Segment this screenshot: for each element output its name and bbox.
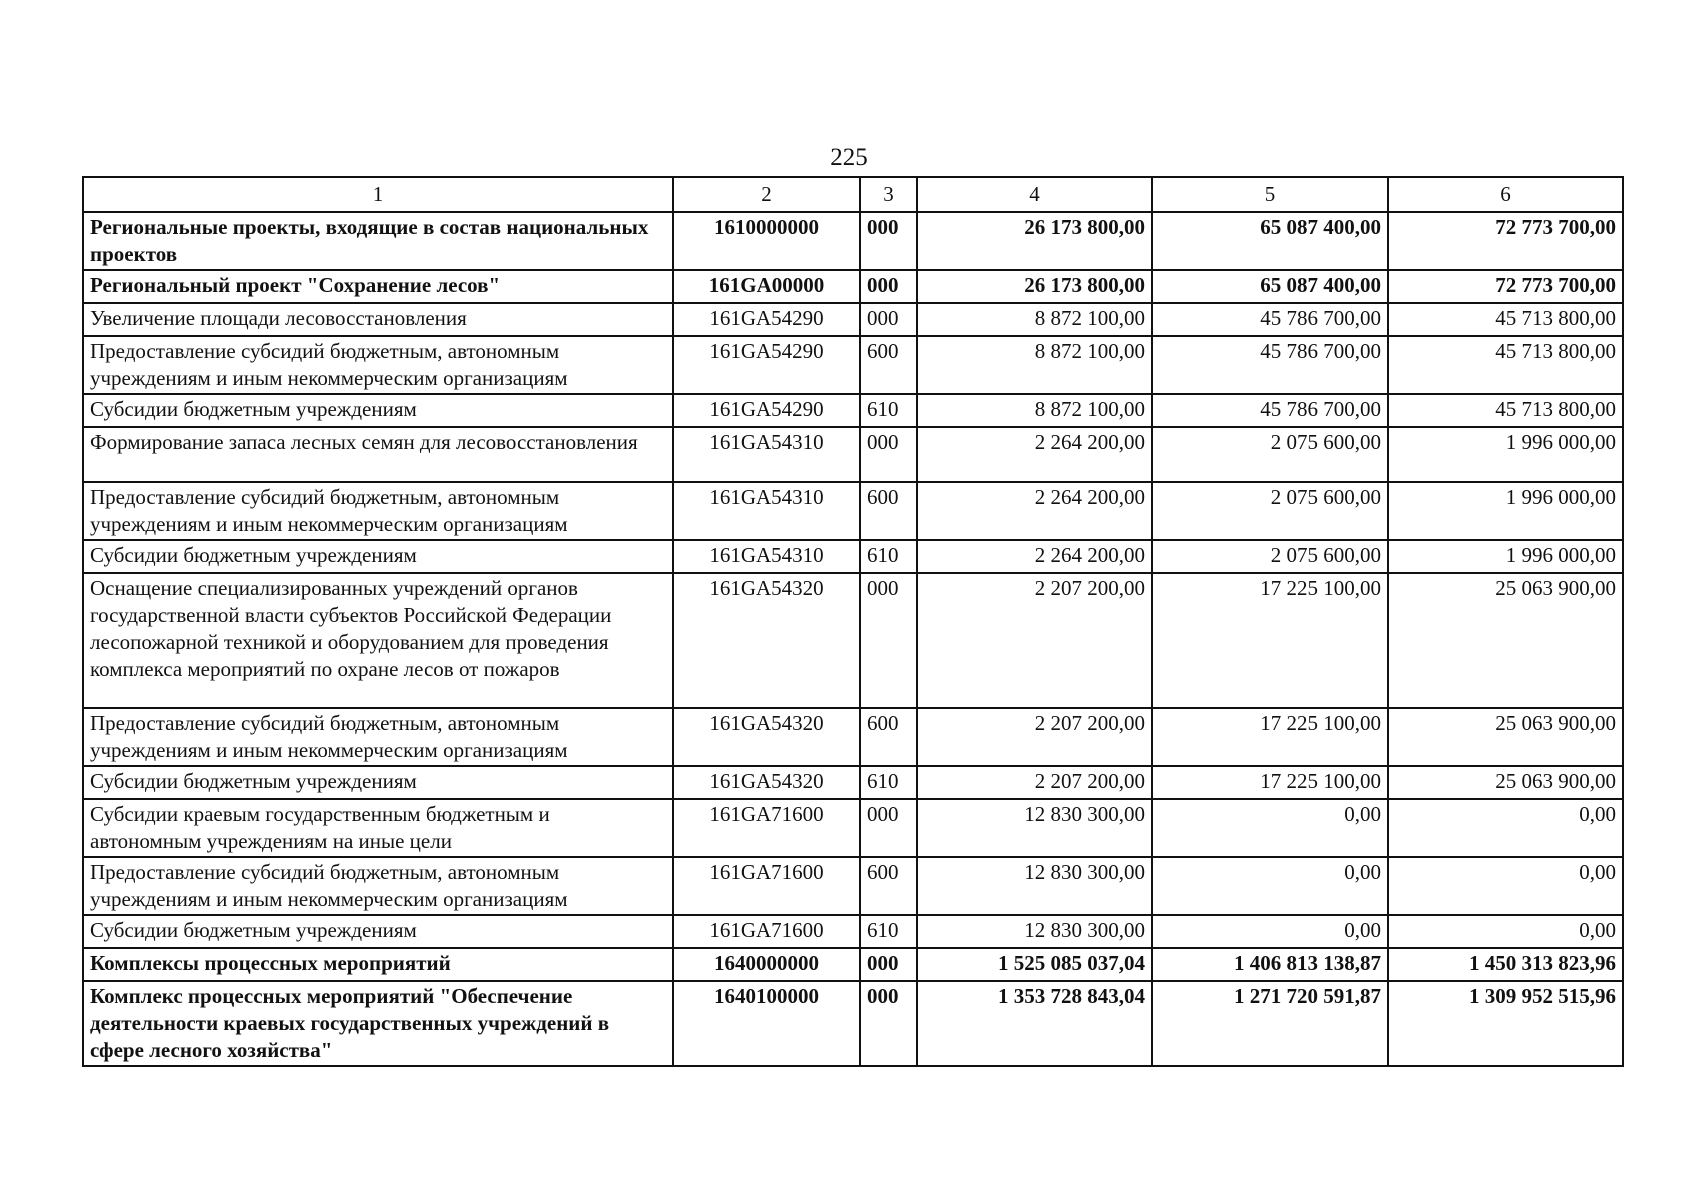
- table-row: [83, 799, 1623, 857]
- row-amount-col4: 12 830 300,00: [917, 799, 1152, 857]
- row-code: 161GA00000: [673, 270, 860, 303]
- row-amount-col4: 26 173 800,00: [917, 212, 1152, 270]
- table-row: [83, 270, 1623, 303]
- row-expense-type: 600: [860, 336, 917, 394]
- row-amount-col5: 1 406 813 138,87: [1152, 948, 1388, 981]
- row-amount-col4: 1 525 085 037,04: [917, 948, 1152, 981]
- row-expense-type: 610: [860, 766, 917, 799]
- table-row: [83, 766, 1623, 799]
- row-amount-col6: 1 996 000,00: [1388, 427, 1623, 482]
- row-amount-col5: 0,00: [1152, 857, 1388, 915]
- row-amount-col4: 12 830 300,00: [917, 915, 1152, 948]
- row-code: 161GA54310: [673, 540, 860, 573]
- row-expense-type: 000: [860, 427, 917, 482]
- row-amount-col6: 72 773 700,00: [1388, 270, 1623, 303]
- row-amount-col4: 12 830 300,00: [917, 857, 1152, 915]
- row-name: Предоставление субсидий бюджетным, автономным учреждениям и иным некоммерческим организациям: [83, 336, 673, 394]
- column-header-3: 3: [860, 177, 917, 212]
- row-amount-col4: 8 872 100,00: [917, 394, 1152, 427]
- row-amount-col6: 25 063 900,00: [1388, 766, 1623, 799]
- row-amount-col4: 8 872 100,00: [917, 336, 1152, 394]
- row-name: Формирование запаса лесных семян для лесовосстановления: [83, 427, 673, 482]
- row-expense-type: 610: [860, 915, 917, 948]
- row-amount-col5: 45 786 700,00: [1152, 303, 1388, 336]
- row-amount-col4: 26 173 800,00: [917, 270, 1152, 303]
- row-amount-col5: 45 786 700,00: [1152, 394, 1388, 427]
- row-amount-col5: 0,00: [1152, 915, 1388, 948]
- table-row: [83, 482, 1623, 540]
- row-name: Предоставление субсидий бюджетным, автономным учреждениям и иным некоммерческим организациям: [83, 708, 673, 766]
- row-expense-type: 000: [860, 573, 917, 708]
- column-header-5: 5: [1152, 177, 1388, 212]
- row-expense-type: 000: [860, 799, 917, 857]
- column-header-6: 6: [1388, 177, 1623, 212]
- row-amount-col6: 0,00: [1388, 799, 1623, 857]
- row-amount-col4: 2 207 200,00: [917, 766, 1152, 799]
- table-row: [83, 540, 1623, 573]
- row-code: 161GA54320: [673, 708, 860, 766]
- row-expense-type: 000: [860, 303, 917, 336]
- row-code: 1640100000: [673, 981, 860, 1066]
- row-amount-col4: 2 264 200,00: [917, 427, 1152, 482]
- row-code: 161GA54320: [673, 573, 860, 708]
- row-expense-type: 000: [860, 948, 917, 981]
- row-amount-col6: 1 309 952 515,96: [1388, 981, 1623, 1066]
- row-name: Предоставление субсидий бюджетным, автономным учреждениям и иным некоммерческим организациям: [83, 857, 673, 915]
- page-number: 225: [830, 144, 868, 171]
- table-row: [83, 427, 1623, 482]
- row-amount-col4: 2 264 200,00: [917, 482, 1152, 540]
- table-row: [83, 981, 1623, 1066]
- table-row: [83, 708, 1623, 766]
- table-body: [83, 212, 1623, 1066]
- table-row: [83, 303, 1623, 336]
- row-name: Субсидии краевым государственным бюджетным и автономным учреждениям на иные цели: [83, 799, 673, 857]
- row-code: 161GA54290: [673, 336, 860, 394]
- row-expense-type: 000: [860, 212, 917, 270]
- row-amount-col5: 65 087 400,00: [1152, 212, 1388, 270]
- row-amount-col4: 8 872 100,00: [917, 303, 1152, 336]
- row-name: Субсидии бюджетным учреждениям: [83, 540, 673, 573]
- row-amount-col5: 17 225 100,00: [1152, 766, 1388, 799]
- row-amount-col6: 45 713 800,00: [1388, 394, 1623, 427]
- row-amount-col6: 25 063 900,00: [1388, 573, 1623, 708]
- row-amount-col6: 25 063 900,00: [1388, 708, 1623, 766]
- budget-table: [82, 176, 1624, 1067]
- row-amount-col6: 0,00: [1388, 915, 1623, 948]
- row-expense-type: 000: [860, 981, 917, 1066]
- column-header-4: 4: [917, 177, 1152, 212]
- row-name: Увеличение площади лесовосстановления: [83, 303, 673, 336]
- row-amount-col6: 45 713 800,00: [1388, 336, 1623, 394]
- row-expense-type: 000: [860, 270, 917, 303]
- row-name: Оснащение специализированных учреждений органов государственной власти субъектов Российской Федерации лесопожарной техникой и оборудованием для проведения комплекса мероприятий по охране лесов от пожаров: [83, 573, 673, 708]
- row-amount-col5: 45 786 700,00: [1152, 336, 1388, 394]
- row-name: Комплексы процессных мероприятий: [83, 948, 673, 981]
- table-row: [83, 573, 1623, 708]
- row-expense-type: 600: [860, 857, 917, 915]
- row-name: Региональный проект "Сохранение лесов": [83, 270, 673, 303]
- row-code: 161GA54290: [673, 394, 860, 427]
- row-expense-type: 600: [860, 708, 917, 766]
- row-name: Предоставление субсидий бюджетным, автономным учреждениям и иным некоммерческим организациям: [83, 482, 673, 540]
- table-row: [83, 394, 1623, 427]
- row-code: 161GA71600: [673, 799, 860, 857]
- column-number-row: [83, 177, 1623, 212]
- row-name: Комплекс процессных мероприятий "Обеспечение деятельности краевых государственных учреждений в сфере лесного хозяйства": [83, 981, 673, 1066]
- row-amount-col6: 45 713 800,00: [1388, 303, 1623, 336]
- table-row: [83, 948, 1623, 981]
- row-amount-col4: 2 207 200,00: [917, 573, 1152, 708]
- row-amount-col4: 2 264 200,00: [917, 540, 1152, 573]
- row-code: 161GA54290: [673, 303, 860, 336]
- row-amount-col5: 65 087 400,00: [1152, 270, 1388, 303]
- row-amount-col5: 2 075 600,00: [1152, 427, 1388, 482]
- row-amount-col6: 72 773 700,00: [1388, 212, 1623, 270]
- row-amount-col5: 0,00: [1152, 799, 1388, 857]
- row-name: Субсидии бюджетным учреждениям: [83, 766, 673, 799]
- row-code: 1610000000: [673, 212, 860, 270]
- row-amount-col6: 1 996 000,00: [1388, 540, 1623, 573]
- row-amount-col5: 1 271 720 591,87: [1152, 981, 1388, 1066]
- row-expense-type: 610: [860, 540, 917, 573]
- table-row: [83, 857, 1623, 915]
- row-name: Субсидии бюджетным учреждениям: [83, 915, 673, 948]
- row-amount-col6: 1 996 000,00: [1388, 482, 1623, 540]
- row-name: Субсидии бюджетным учреждениям: [83, 394, 673, 427]
- table-row: [83, 915, 1623, 948]
- table-row: [83, 212, 1623, 270]
- row-code: 161GA54320: [673, 766, 860, 799]
- row-code: 161GA71600: [673, 857, 860, 915]
- row-amount-col5: 17 225 100,00: [1152, 573, 1388, 708]
- row-name: Региональные проекты, входящие в состав национальных проектов: [83, 212, 673, 270]
- row-amount-col4: 1 353 728 843,04: [917, 981, 1152, 1066]
- row-expense-type: 600: [860, 482, 917, 540]
- row-code: 161GA54310: [673, 482, 860, 540]
- row-amount-col6: 0,00: [1388, 857, 1623, 915]
- row-amount-col4: 2 207 200,00: [917, 708, 1152, 766]
- row-expense-type: 610: [860, 394, 917, 427]
- table-row: [83, 336, 1623, 394]
- row-code: 1640000000: [673, 948, 860, 981]
- column-header-2: 2: [673, 177, 860, 212]
- row-amount-col5: 2 075 600,00: [1152, 540, 1388, 573]
- row-amount-col6: 1 450 313 823,96: [1388, 948, 1623, 981]
- row-code: 161GA71600: [673, 915, 860, 948]
- column-header-1: 1: [83, 177, 673, 212]
- row-code: 161GA54310: [673, 427, 860, 482]
- row-amount-col5: 2 075 600,00: [1152, 482, 1388, 540]
- row-amount-col5: 17 225 100,00: [1152, 708, 1388, 766]
